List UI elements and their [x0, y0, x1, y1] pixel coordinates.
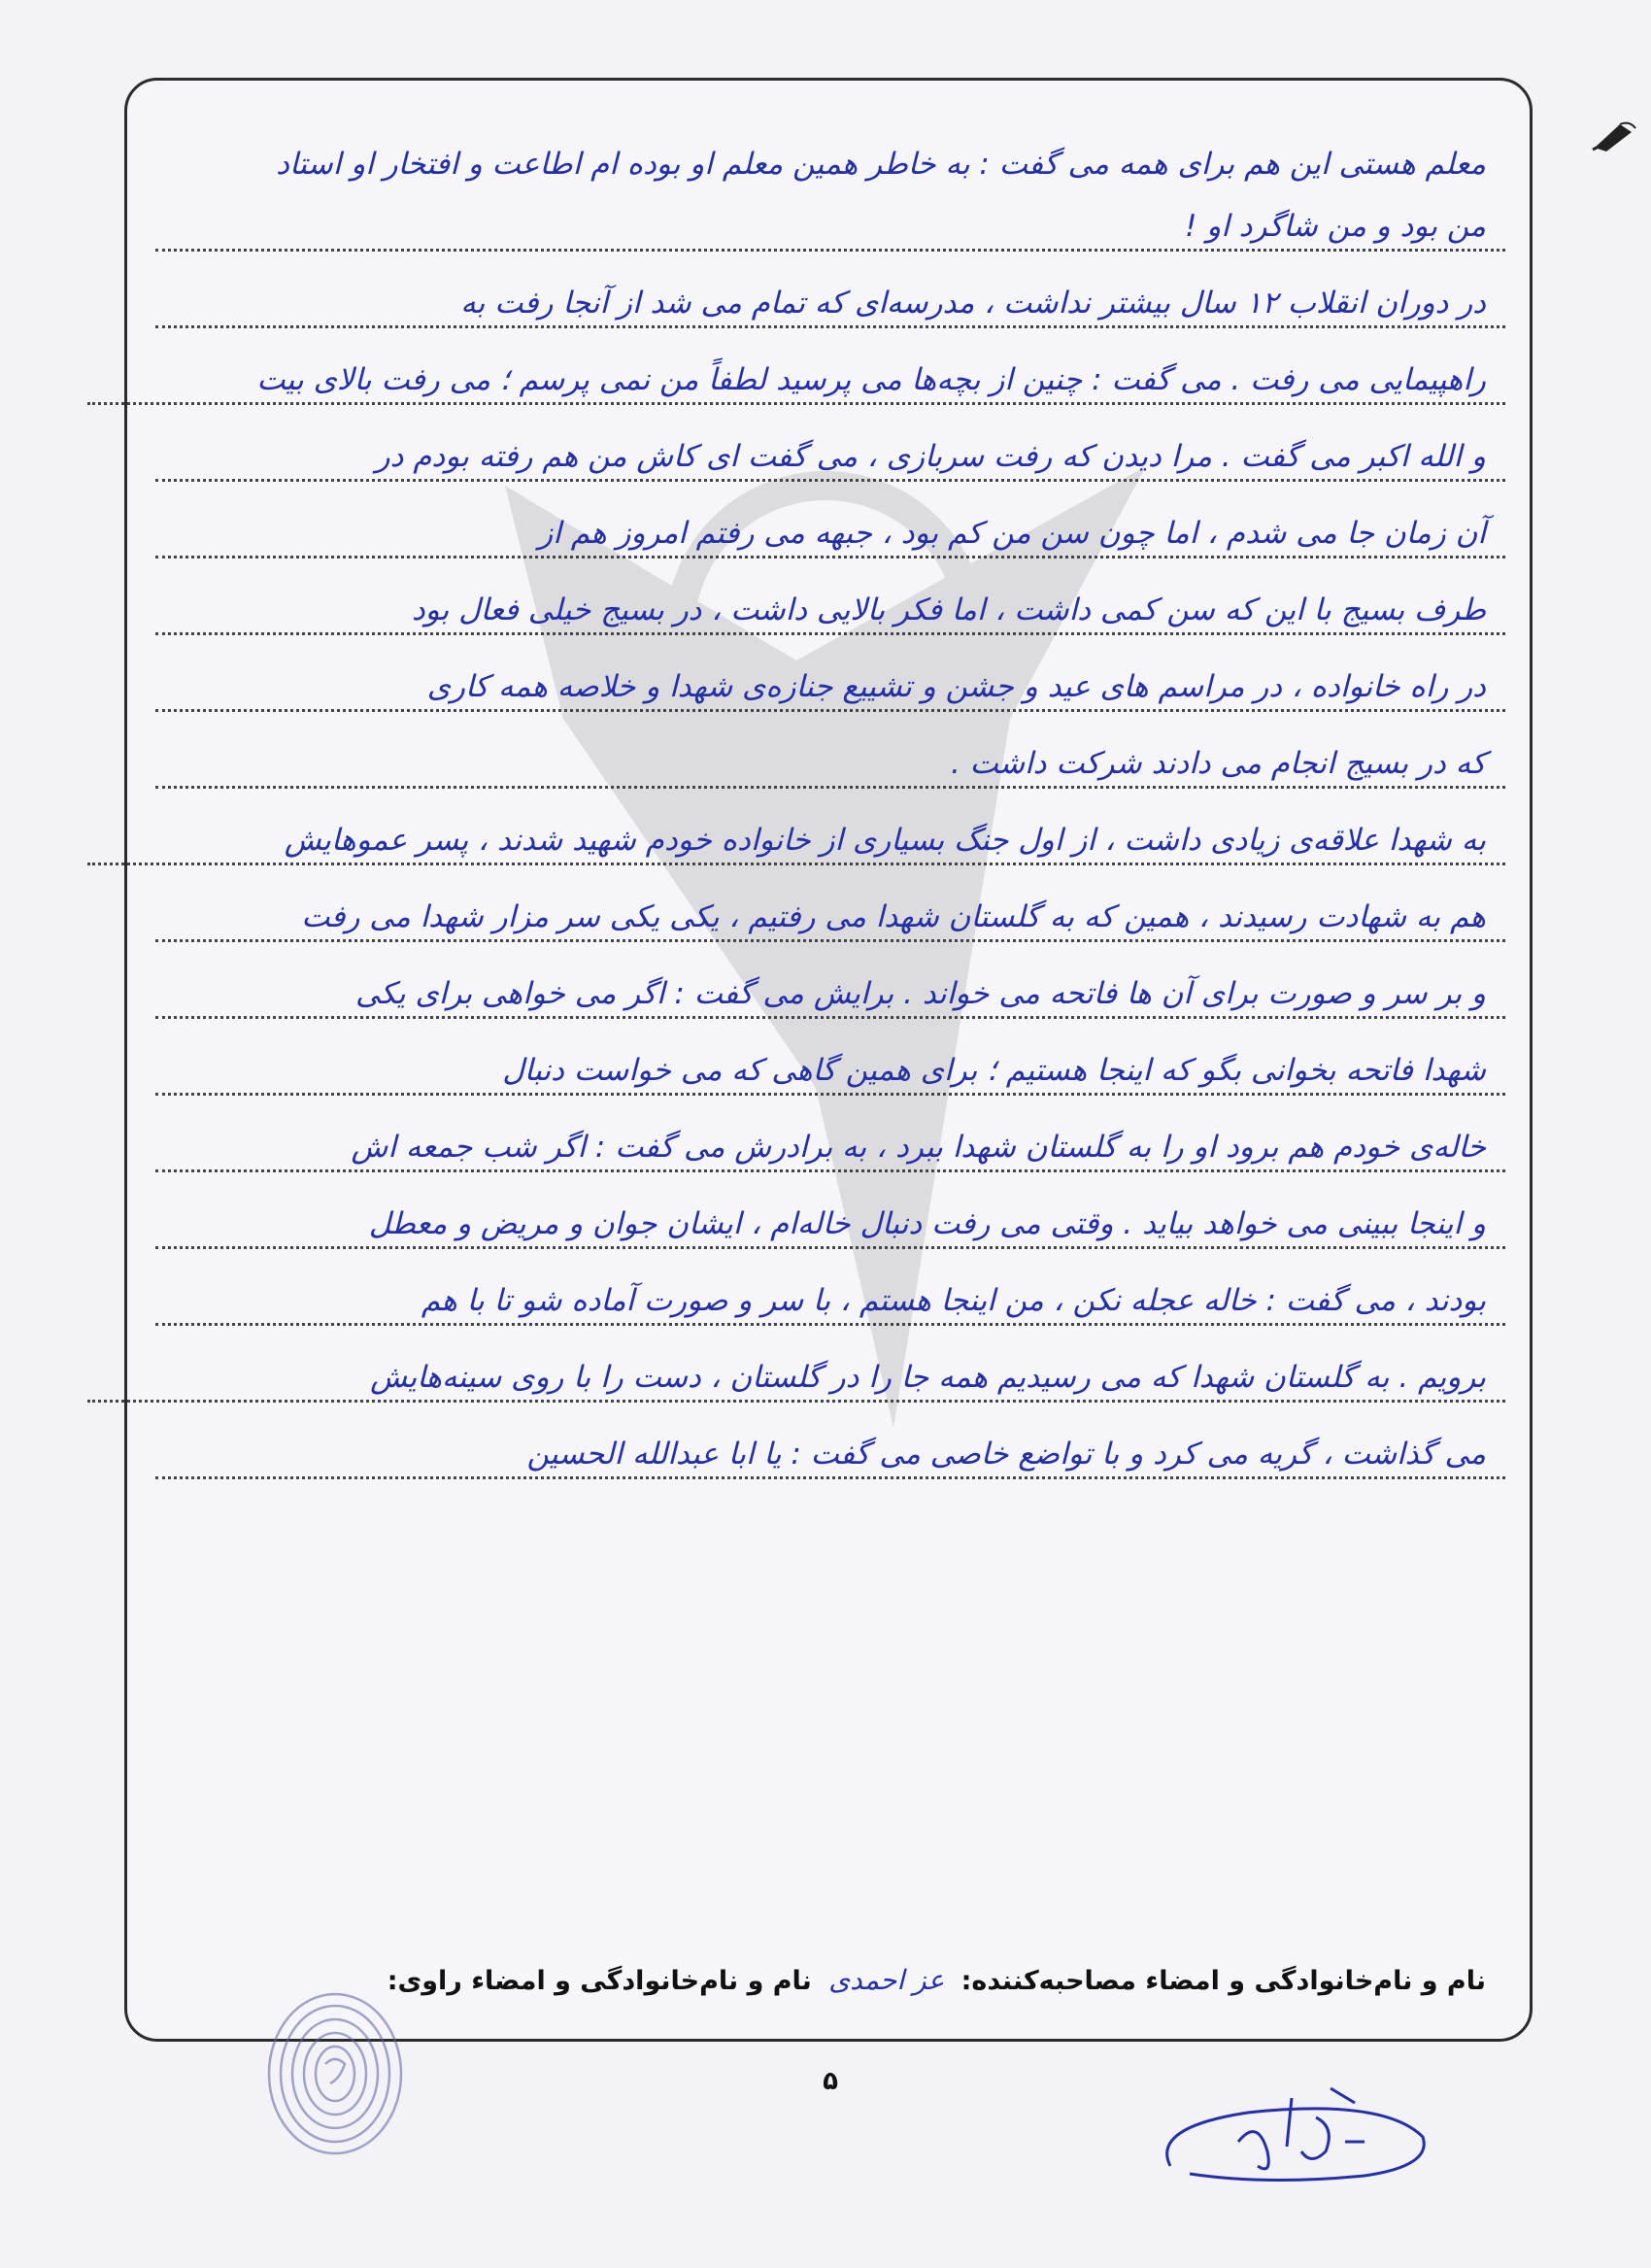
text-line: معلم هستی این هم برای همه می گفت : به خاطر همین معلم او بوده ام اطاعت و افتخار او استاد: [276, 147, 1486, 182]
pen-icon: [1591, 118, 1639, 153]
text-line: شهدا فاتحه بخوانی بگو که اینجا هستیم ؛ برای همین گاهی که می خواست دنبال: [155, 1032, 1505, 1109]
text-line: هم به شهادت رسیدند ، همین که به گلستان شهدا می رفتیم ، یکی یکی سر مزار شهدا می رفت: [155, 879, 1505, 956]
handwritten-text-body: [155, 126, 1505, 1493]
text-line: راهپیمایی می رفت . می گفت : چنین از بچه‌ها می پرسید لطفاً من نمی پرسم ؛ می رفت بالای بیت: [87, 342, 1505, 419]
text-line: بودند ، می گفت : خاله عجله نکن ، من اینجا هستم ، با سر و صورت آماده شو تا با هم: [155, 1263, 1505, 1339]
text-line: طرف بسیج با این که سن کمی داشت ، اما فکر بالایی داشت ، در بسیج خیلی فعال بود: [155, 572, 1505, 649]
fingerprint-stamp: [248, 1986, 422, 2161]
text-line: برویم . به گلستان شهدا که می رسیدیم همه جا را در گلستان ، دست را با روی سینه‌هایش: [87, 1339, 1505, 1416]
text-line: من بود و من شاگرد او !: [155, 188, 1505, 265]
interviewer-label: نام و نام‌خانوادگی و امضاء مصاحبه‌کننده:: [960, 1966, 1486, 1996]
text-line: آن زمان جا می شدم ، اما چون سن من کم بود ، جبهه می رفتم امروز هم از: [155, 495, 1505, 572]
text-line: می گذاشت ، گریه می کرد و با تواضع خاصی می گفت : یا ابا عبدالله الحسین: [155, 1416, 1505, 1493]
text-line: در دوران انقلاب ۱۲ سال بیشتر نداشت ، مدرسه‌ای که تمام می شد از آنجا رفت به: [155, 265, 1505, 342]
interviewer-name: عز احمدی: [828, 1964, 945, 1996]
text-line: در راه خانواده ، در مراسم های عید و جشن و تشییع جنازه‌ی شهدا و خلاصه همه کاری: [155, 649, 1505, 726]
text-line: و اینجا ببینی می خواهد بیاید . وقتی می رفت دنبال خاله‌ام ، ایشان جوان و مریض و معطل: [155, 1186, 1505, 1263]
text-line: و الله اکبر می گفت . مرا دیدن که رفت سربازی ، می گفت ای کاش من هم رفته بودم در: [155, 419, 1505, 495]
text-line: به شهدا علاقه‌ی زیادی داشت ، از اول جنگ بسیاری از خانواده خودم شهید شدند ، پسر عموهایش: [87, 802, 1505, 879]
page-number: ۵: [823, 2067, 838, 2096]
narrator-label: نام و نام‌خانوادگی و امضاء راوی:: [387, 1966, 812, 1996]
text-line: که در بسیج انجام می دادند شرکت داشت .: [155, 726, 1505, 802]
text-line: و بر سر و صورت برای آن ها فاتحه می خواند . برایش می گفت : اگر می خواهی برای یکی: [155, 956, 1505, 1032]
narrator-signature: [1131, 2059, 1452, 2205]
text-line: خاله‌ی خودم هم برود او را به گلستان شهدا ببرد ، به برادرش می گفت : اگر شب جمعه اش: [155, 1109, 1505, 1186]
